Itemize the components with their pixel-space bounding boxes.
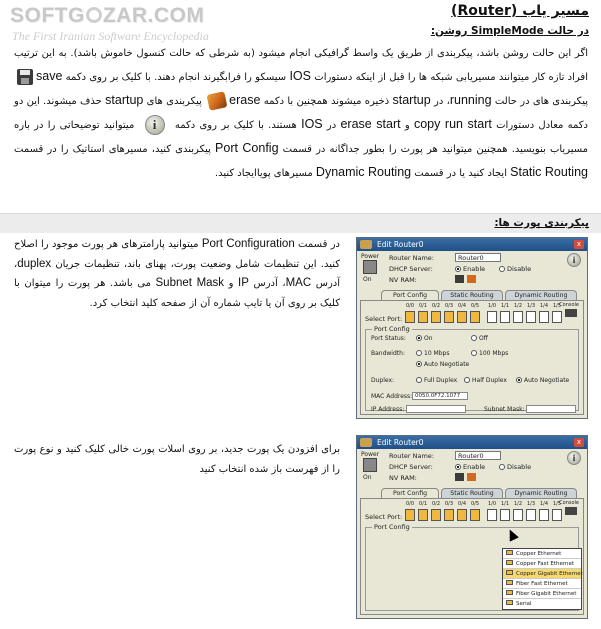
slot-number: 0/5 — [470, 303, 480, 309]
page-title: مسیر یاب (Router) — [451, 3, 589, 19]
slot-number: 0/4 — [457, 303, 467, 309]
tab-port-config[interactable]: Port Config — [381, 290, 439, 300]
console-port[interactable] — [565, 507, 577, 515]
port-slot[interactable] — [526, 509, 536, 521]
port-slots — [405, 303, 575, 327]
port-type-icon — [506, 580, 513, 585]
on-label: On — [363, 474, 372, 481]
port-status-on-radio[interactable]: On — [416, 335, 433, 342]
subnet-mask-input[interactable] — [526, 405, 576, 413]
port-slot[interactable] — [457, 311, 467, 323]
port-slot[interactable] — [500, 509, 510, 521]
port-slots — [405, 501, 575, 525]
router-name-input[interactable]: Router0 — [455, 253, 501, 262]
port-slot[interactable] — [444, 311, 454, 323]
bandwidth-100-radio[interactable]: 100 Mbps — [471, 350, 508, 357]
port-type-option[interactable]: Copper Gigabit Ethernet — [503, 569, 581, 579]
port-slot[interactable] — [487, 311, 497, 323]
dialog-titlebar: Edit Router0 x — [357, 436, 587, 449]
subhead-simplemode: در حالت SimpleMode روشن: — [430, 25, 589, 37]
slot-number: 1/3 — [526, 501, 536, 507]
router-name-label: Router Name: — [389, 254, 434, 262]
console-label: Console — [559, 500, 579, 506]
power-switch[interactable] — [363, 260, 377, 274]
subnet-mask-label: Subnet Mask: — [484, 406, 525, 413]
port-type-icon — [506, 590, 513, 595]
slot-number: 1/0 — [487, 501, 497, 507]
tab-static-routing[interactable]: Static Routing — [441, 290, 503, 300]
bandwidth-auto-radio[interactable]: Auto Negotiate — [416, 361, 469, 368]
full-duplex-radio[interactable]: Full Duplex — [416, 377, 457, 384]
tab-body — [360, 300, 584, 415]
port-type-option[interactable]: Copper Fast Ethernet — [503, 559, 581, 569]
slot-number: 1/2 — [513, 303, 523, 309]
slot-number: 1/0 — [487, 303, 497, 309]
slot-number: 0/4 — [457, 501, 467, 507]
dhcp-disable-radio[interactable]: Disable — [499, 265, 531, 273]
port-config-paragraph: در قسمت Port Configuration میتوانید پارامترهای هر پورت موجود را اصلاح کنید. این تنظیمات شامل وضعیت پورت، پهنای باند، تنظیمات جریان duplex، آدرس MAC، آدرس IP و Subnet Mask می باشد. هر پورت را میتوان با کلیک بر روی آن یا تایپ شماره آن از صفحه کلید انتخاب کرد. — [14, 238, 341, 309]
tab-dynamic-routing[interactable]: Dynamic Routing — [505, 290, 577, 300]
bandwidth-10-radio[interactable]: 10 Mbps — [416, 350, 449, 357]
port-type-icon — [506, 570, 513, 575]
slot-number: 0/0 — [405, 303, 415, 309]
add-port-paragraph: برای افزودن یک پورت جدید، بر روی اسلات پورت خالی کلیک کنید و نوع پورت را از فهرست باز شده انتخاب کنید — [14, 444, 340, 475]
slot-number: 1/4 — [539, 501, 549, 507]
port-type-icon — [506, 600, 513, 605]
tab-static-routing[interactable]: Static Routing — [441, 488, 503, 498]
save-icon[interactable] — [455, 275, 464, 283]
console-port[interactable] — [565, 309, 577, 317]
slot-number: 0/1 — [418, 501, 428, 507]
select-port-label: Select Port: — [365, 513, 403, 521]
watermark-logo: SOFTG ZAR.COM The First Iranian Software Encyclopedia — [10, 4, 209, 43]
slot-number: 0/0 — [405, 501, 415, 507]
port-slot[interactable] — [513, 509, 523, 521]
dhcp-disable-radio[interactable]: Disable — [499, 463, 531, 471]
ip-address-input[interactable] — [406, 405, 466, 413]
console-label: Console — [559, 302, 579, 308]
router-title-icon — [360, 240, 372, 249]
dhcp-enable-radio[interactable]: Enable — [455, 265, 485, 273]
slot-number: 0/3 — [444, 303, 454, 309]
port-slot[interactable] — [539, 311, 549, 323]
port-slot[interactable] — [526, 311, 536, 323]
port-slot[interactable] — [431, 509, 441, 521]
dialog-titlebar: Edit Router0 x — [357, 238, 587, 251]
port-slot[interactable] — [457, 509, 467, 521]
dhcp-label: DHCP Server: — [389, 463, 433, 471]
power-label: Power — [361, 253, 380, 260]
slot-number: 0/2 — [431, 501, 441, 507]
save-icon[interactable] — [455, 473, 464, 481]
erase-icon[interactable] — [467, 473, 476, 481]
nvram-label: NV RAM: — [389, 276, 417, 284]
tab-port-config[interactable]: Port Config — [381, 488, 439, 498]
port-type-option[interactable]: Fiber Fast Ethernet — [503, 579, 581, 589]
port-slot[interactable] — [552, 311, 562, 323]
port-slot[interactable] — [444, 509, 454, 521]
duplex-auto-radio[interactable]: Auto Negotiate — [516, 377, 569, 384]
close-button[interactable]: x — [574, 240, 584, 249]
tab-dynamic-routing[interactable]: Dynamic Routing — [505, 488, 577, 498]
port-type-option[interactable]: Copper Ethernet — [503, 549, 581, 559]
slot-number: 1/4 — [539, 303, 549, 309]
port-slot[interactable] — [418, 311, 428, 323]
duplex-label: Duplex: — [371, 377, 395, 384]
slot-number: 1/1 — [500, 501, 510, 507]
power-switch[interactable] — [363, 458, 377, 472]
slot-number: 0/3 — [444, 501, 454, 507]
port-type-option[interactable]: Fiber Gigabit Ethernet — [503, 589, 581, 599]
slot-number: 0/1 — [418, 303, 428, 309]
mac-address-input[interactable]: 0050.0F72.1077 — [412, 392, 468, 400]
port-type-icon — [506, 560, 513, 565]
bandwidth-label: Bandwidth: — [371, 350, 405, 357]
erase-icon — [207, 91, 228, 110]
port-slot[interactable] — [487, 509, 497, 521]
on-label: On — [363, 276, 372, 283]
slot-number: 1/5 — [552, 501, 562, 507]
port-slot[interactable] — [500, 311, 510, 323]
ip-address-label: IP Address: — [371, 406, 405, 413]
port-slot[interactable] — [513, 311, 523, 323]
port-type-option[interactable]: Serial — [503, 599, 581, 609]
watermark-o — [86, 7, 102, 23]
intro-paragraph: اگر این حالت روشن باشد، پیکربندی از طریق یک واسط گرافیکی انجام میشود (به شرطی که حالت کنسول خاموش باشد). به این ترتیب افراد تازه کار میتوانند مسیریابی شبکه ها را قبل از اینکه دستورات IOS سیسکو را فرابگیرند انجام دهند. با کلیک بر روی دکمه save پیکربندی های در حالت running، در startup ذخیره میشوند همچنین با دکمه erase پیکربندی های startup حذف میشوند. این دو دکمه معادل دستورات copy run start و erase start در IOS هستند. با کلیک بر روی دکمه i میتوانید توضیحاتی را در باره مسیریاب بنویسید. همچنین میتوانید هر پورت را بطور جداگانه در قسمت Port Config پیکربندی کنید، مسیرهای استاتیک را در قسمت Static Routing ایجاد کنید یا در قسمت Dynamic Routing مسیرهای پویاایجاد کنید. — [14, 48, 589, 179]
erase-icon[interactable] — [467, 275, 476, 283]
router-name-label: Router Name: — [389, 452, 434, 460]
info-icon[interactable]: i — [567, 451, 581, 465]
dhcp-label: DHCP Server: — [389, 265, 433, 273]
mac-address-label: MAC Address: — [371, 393, 413, 400]
section-heading-ports: پیکربندی پورت ها: — [494, 217, 589, 229]
slot-number: 1/1 — [500, 303, 510, 309]
slot-number: 1/3 — [526, 303, 536, 309]
port-config-group-label: Port Config — [374, 523, 410, 531]
port-status-off-radio[interactable]: Off — [471, 335, 488, 342]
port-type-icon — [506, 550, 513, 555]
slot-number: 0/5 — [470, 501, 480, 507]
nvram-label: NV RAM: — [389, 474, 417, 482]
port-slot[interactable] — [539, 509, 549, 521]
save-icon — [17, 69, 33, 85]
select-port-label: Select Port: — [365, 315, 403, 323]
router-name-input[interactable]: Router0 — [455, 451, 501, 460]
port-slot[interactable] — [405, 509, 415, 521]
info-icon[interactable]: i — [567, 253, 581, 267]
slot-number: 1/5 — [552, 303, 562, 309]
port-slot[interactable] — [470, 509, 480, 521]
port-slot[interactable] — [470, 311, 480, 323]
dhcp-enable-radio[interactable]: Enable — [455, 463, 485, 471]
close-button[interactable]: x — [574, 438, 584, 447]
info-icon: i — [145, 115, 165, 135]
edit-router-dialog — [356, 237, 588, 419]
router-title-icon — [360, 438, 372, 447]
power-label: Power — [361, 451, 380, 458]
port-slot[interactable] — [418, 509, 428, 521]
port-slot[interactable] — [405, 311, 415, 323]
slot-number: 0/2 — [431, 303, 441, 309]
port-status-label: Port Status: — [371, 335, 406, 342]
port-type-menu — [502, 548, 582, 610]
half-duplex-radio[interactable]: Half Duplex — [464, 377, 507, 384]
port-slot[interactable] — [552, 509, 562, 521]
edit-router-dialog-2 — [356, 435, 588, 619]
port-config-group-label: Port Config — [374, 325, 410, 333]
port-config-group — [365, 325, 579, 413]
watermark-tagline: The First Iranian Software Encyclopedia — [12, 29, 209, 43]
slot-number: 1/2 — [513, 501, 523, 507]
port-slot[interactable] — [431, 311, 441, 323]
